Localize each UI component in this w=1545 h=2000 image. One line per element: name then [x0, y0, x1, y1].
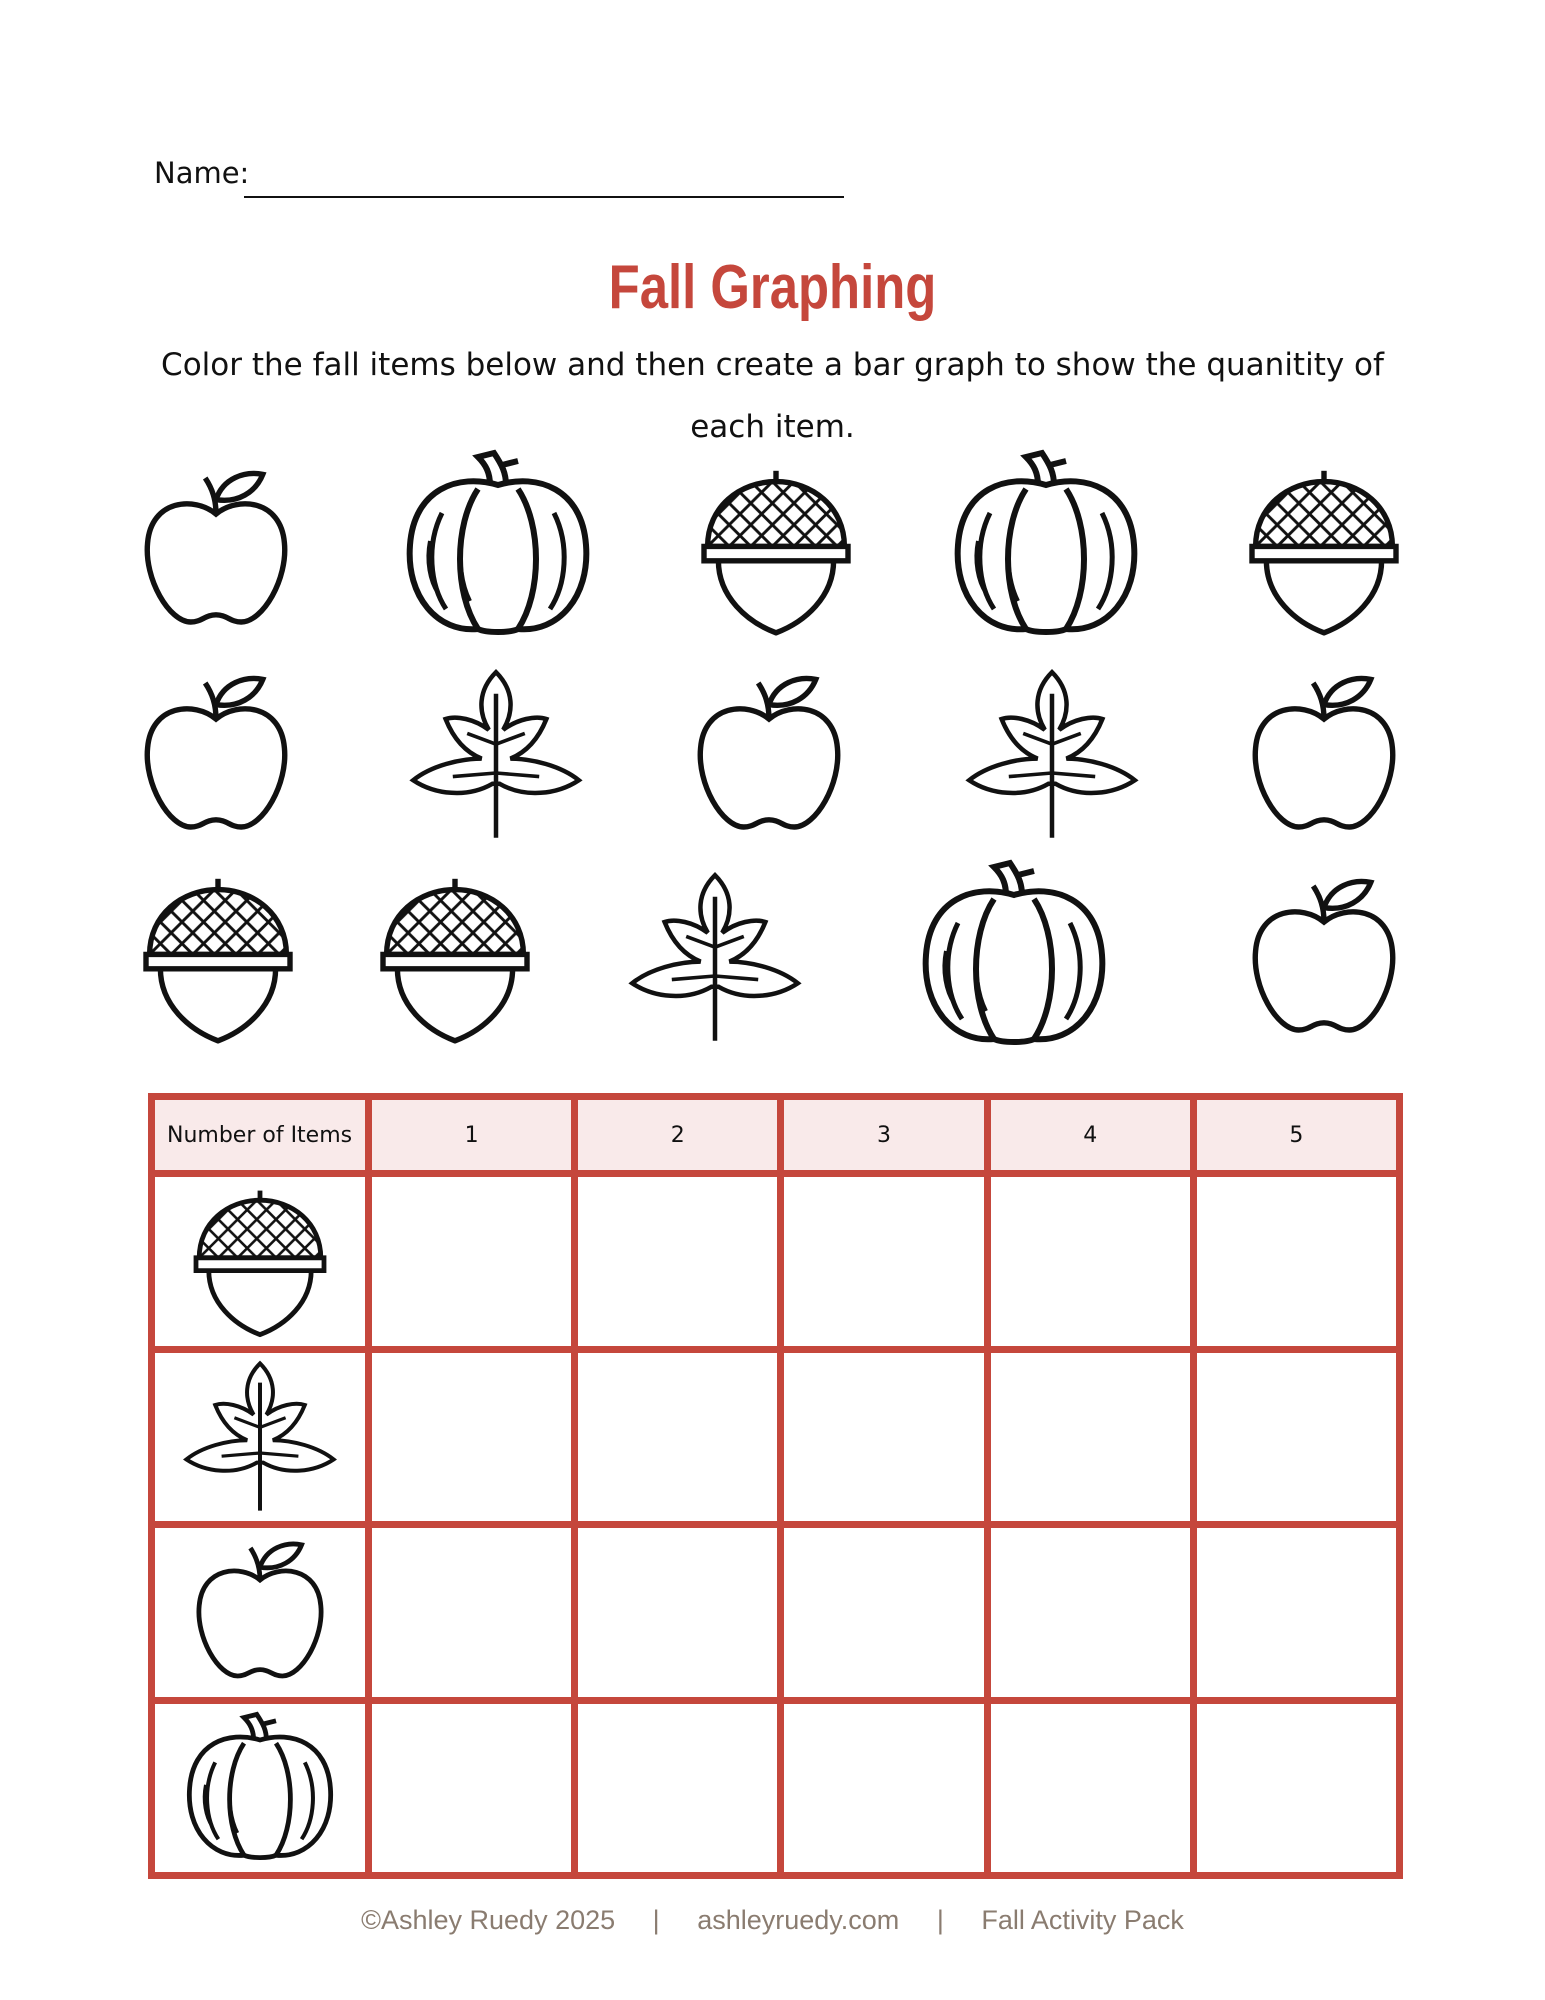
graph-row-acorn [155, 1177, 365, 1346]
graph-cell[interactable] [372, 1528, 571, 1697]
graph-row-pumpkin [155, 1704, 365, 1873]
graph-cell[interactable] [784, 1704, 983, 1873]
graph-cell[interactable] [1197, 1704, 1396, 1873]
graph-cell[interactable] [784, 1353, 983, 1522]
graph-row-apple [155, 1528, 365, 1697]
pumpkin-icon [398, 445, 598, 645]
apple-icon [180, 1532, 340, 1692]
pumpkin-icon [946, 445, 1146, 645]
graph-column-5: 5 [1197, 1100, 1396, 1170]
footer-separator: | [936, 1905, 944, 1935]
apple-icon [126, 665, 306, 845]
apple-icon [126, 460, 306, 640]
graph-cell[interactable] [991, 1177, 1190, 1346]
name-label: Name: [154, 156, 250, 190]
page-title: Fall Graphing [608, 253, 937, 322]
pumpkin-icon [914, 855, 1114, 1055]
footer-separator: | [652, 1905, 660, 1935]
graph-cell[interactable] [578, 1704, 777, 1873]
graph-cell[interactable] [372, 1177, 571, 1346]
graph-cell[interactable] [578, 1353, 777, 1522]
graph-cell[interactable] [578, 1177, 777, 1346]
footer-pack-name: Fall Activity Pack [981, 1905, 1184, 1935]
acorn-icon [365, 868, 545, 1048]
name-line[interactable] [244, 196, 844, 198]
acorn-icon [128, 868, 308, 1048]
acorn-icon [686, 460, 866, 640]
leaf-icon [180, 1357, 340, 1517]
pumpkin-icon [180, 1708, 340, 1868]
graph-cell[interactable] [1197, 1353, 1396, 1522]
instructions: Color the fall items below and then create a bar graph to show the quanitity of each item. [161, 347, 1384, 445]
graph-cell[interactable] [578, 1528, 777, 1697]
acorn-icon [1234, 460, 1414, 640]
graph-column-3: 3 [784, 1100, 983, 1170]
graph-cell[interactable] [372, 1704, 571, 1873]
graph-cell[interactable] [784, 1528, 983, 1697]
leaf-icon [625, 868, 805, 1048]
acorn-icon [180, 1181, 340, 1341]
leaf-icon [962, 665, 1142, 845]
graph-row-leaf [155, 1353, 365, 1522]
apple-icon [1234, 665, 1414, 845]
footer [0, 1905, 1545, 1936]
footer-copyright: ©Ashley Ruedy 2025 [361, 1905, 616, 1935]
name-field[interactable] [154, 152, 844, 202]
bar-graph-table [148, 1093, 1403, 1879]
apple-icon [1234, 868, 1414, 1048]
graph-cell[interactable] [372, 1353, 571, 1522]
graph-cell[interactable] [1197, 1177, 1396, 1346]
graph-cell[interactable] [991, 1704, 1190, 1873]
footer-website-link[interactable]: ashleyruedy.com [697, 1905, 900, 1935]
leaf-icon [406, 665, 586, 845]
graph-cell[interactable] [991, 1528, 1190, 1697]
graph-cell[interactable] [784, 1177, 983, 1346]
graph-column-2: 2 [578, 1100, 777, 1170]
graph-column-4: 4 [991, 1100, 1190, 1170]
graph-cell[interactable] [1197, 1528, 1396, 1697]
graph-cell[interactable] [991, 1353, 1190, 1522]
graph-column-1: 1 [372, 1100, 571, 1170]
graph-header-label: Number of Items [155, 1100, 365, 1170]
apple-icon [679, 665, 859, 845]
